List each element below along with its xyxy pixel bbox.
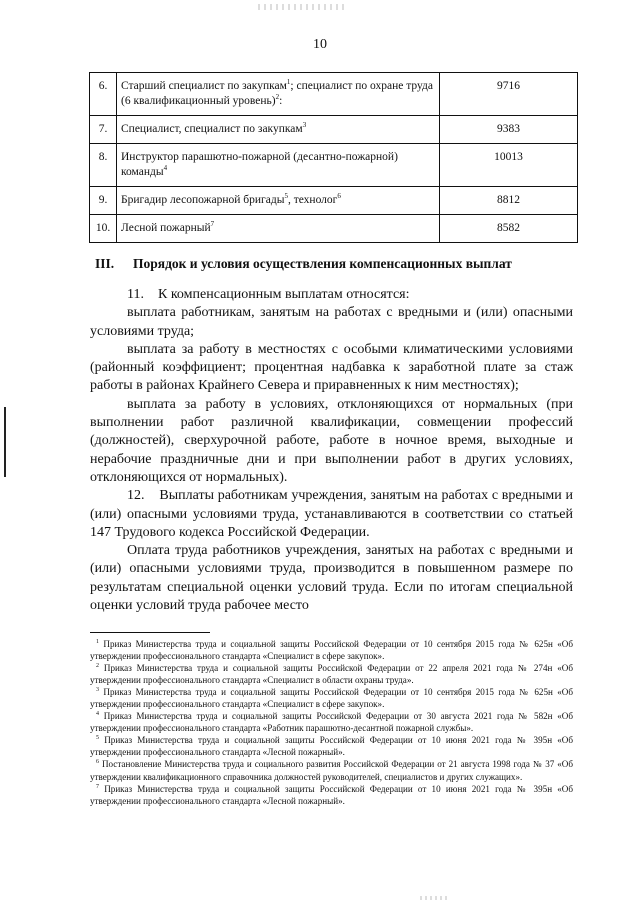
footnote-divider	[90, 632, 210, 633]
paragraph: 12. Выплаты работникам учреждения, занятым на работах с вредными и (или) опасными условиями труда, устанавливаются в соответствии со статьей 147 Трудового кодекса Российской Федерации.	[90, 488, 573, 540]
footnote: $^4$ Приказ Министерства труда и социальной защиты Российской Федерации от 30 августа 2021 года № 582н «Об утверждении профессионального стандарта «Работник парашютно-десантной пожарной службы».	[90, 711, 573, 734]
paragraph: 11. К компенсационным выплатам относятся:	[127, 287, 410, 302]
footnote: $^6$ Постановление Министерства труда и социального развития Российской Федерации от 21 августа 1998 года № 37 «Об утверждении квалификационного справочника должностей руководителей, специалистов и других служащих».	[90, 759, 573, 782]
salary-value: 10013	[440, 144, 578, 187]
footnote: $^5$ Приказ Министерства труда и социальной защиты Российской Федерации от 10 июня 2021 года № 395н «Об утверждении профессионального стандарта «Лесной пожарный».	[90, 735, 573, 758]
footnote: $^3$ Приказ Министерства труда и социальной защиты Российской Федерации от 10 сентября 2015 года № 625н «Об утверждении профессионального стандарта «Специалист в сфере закупок».	[90, 687, 573, 710]
footnote: $^2$ Приказ Министерства труда и социальной защиты Российской Федерации от 22 апреля 2021 года № 274н «Об утверждении профессионального стандарта «Специалист в области охраны труда».	[90, 663, 573, 686]
scan-artifact-edge	[4, 407, 6, 477]
position-title: Лесной пожарный$^7$	[117, 215, 440, 243]
table-row	[90, 215, 578, 243]
paragraph: Оплата труда работников учреждения, занятых на работах с вредными и (или) опасными условиями труда, производится в повышенном размере по результатам специальной оценки условий труда. Если по итогам специальной оценки условий труда рабочее место	[90, 543, 573, 614]
row-number: 8.	[90, 144, 117, 187]
footnote-ref: 2	[275, 93, 280, 102]
salary-value: 9383	[440, 116, 578, 144]
scan-artifact-bottom	[420, 896, 450, 900]
position-title: Инструктор парашютно-пожарной (десантно-пожарной) команды$^4$	[117, 144, 440, 187]
positions-salary-table	[89, 72, 578, 243]
body-text	[90, 286, 573, 615]
footnotes	[90, 638, 573, 807]
footnote-ref: 3	[302, 121, 307, 130]
section-heading	[95, 256, 585, 272]
table-row	[90, 116, 578, 144]
row-number: 9.	[90, 187, 117, 215]
footnote: $^1$ Приказ Министерства труда и социальной защиты Российской Федерации от 10 сентября 2015 года № 625н «Об утверждении профессионального стандарта «Специалист в сфере закупок».	[90, 638, 573, 662]
footnote-ref: 7	[210, 220, 215, 229]
paragraph: выплата за работу в условиях, отклоняющихся от нормальных (при выполнении работ различной квалификации, совмещении профессий (должностей), сверхурочной работе, работе в ночное время, выходные и нерабочие праздничные дни и при выполнении работ в других условиях, отклоняющихся от нормальных).	[90, 396, 573, 485]
page-number: 10	[313, 37, 327, 52]
paragraph: выплата за работу в местностях с особыми климатическими условиями (районный коэффициент; процентная надбавка к заработной плате за стаж работы в районах Крайнего Севера и приравненных к ним местностях);	[90, 341, 573, 394]
row-number: 7.	[90, 116, 117, 144]
paragraph: выплата работникам, занятым на работах с вредными и (или) опасными условиями труда;	[90, 305, 573, 339]
footnote-ref: 6	[337, 192, 341, 201]
position-title: Старший специалист по закупкам$^1$; специалист по охране труда (6 квалификационный уровень)$^2$:	[117, 73, 440, 116]
table-row	[90, 73, 578, 116]
footnote-ref: 1	[286, 78, 291, 87]
salary-value: 9716	[440, 73, 578, 116]
salary-value: 8812	[440, 187, 578, 215]
position-title: Специалист, специалист по закупкам$^3$	[117, 116, 440, 144]
row-number: 6.	[90, 73, 117, 116]
section-number: III.	[95, 256, 115, 271]
position-title: Бригадир лесопожарной бригады$^5$, технолог$^6$	[117, 187, 440, 215]
scan-artifact-top	[258, 4, 348, 10]
salary-value: 8582	[440, 215, 578, 243]
section-title: Порядок и условия осуществления компенсационных выплат	[133, 256, 512, 271]
footnote-ref: 4	[163, 164, 168, 173]
footnote-ref: 5	[284, 192, 288, 201]
footnote: $^7$ Приказ Министерства труда и социальной защиты Российской Федерации от 10 июня 2021 года № 395н «Об утверждении профессионального стандарта «Лесной пожарный».	[90, 783, 573, 806]
table-row	[90, 187, 578, 215]
row-number: 10.	[90, 215, 117, 243]
table-row	[90, 144, 578, 187]
